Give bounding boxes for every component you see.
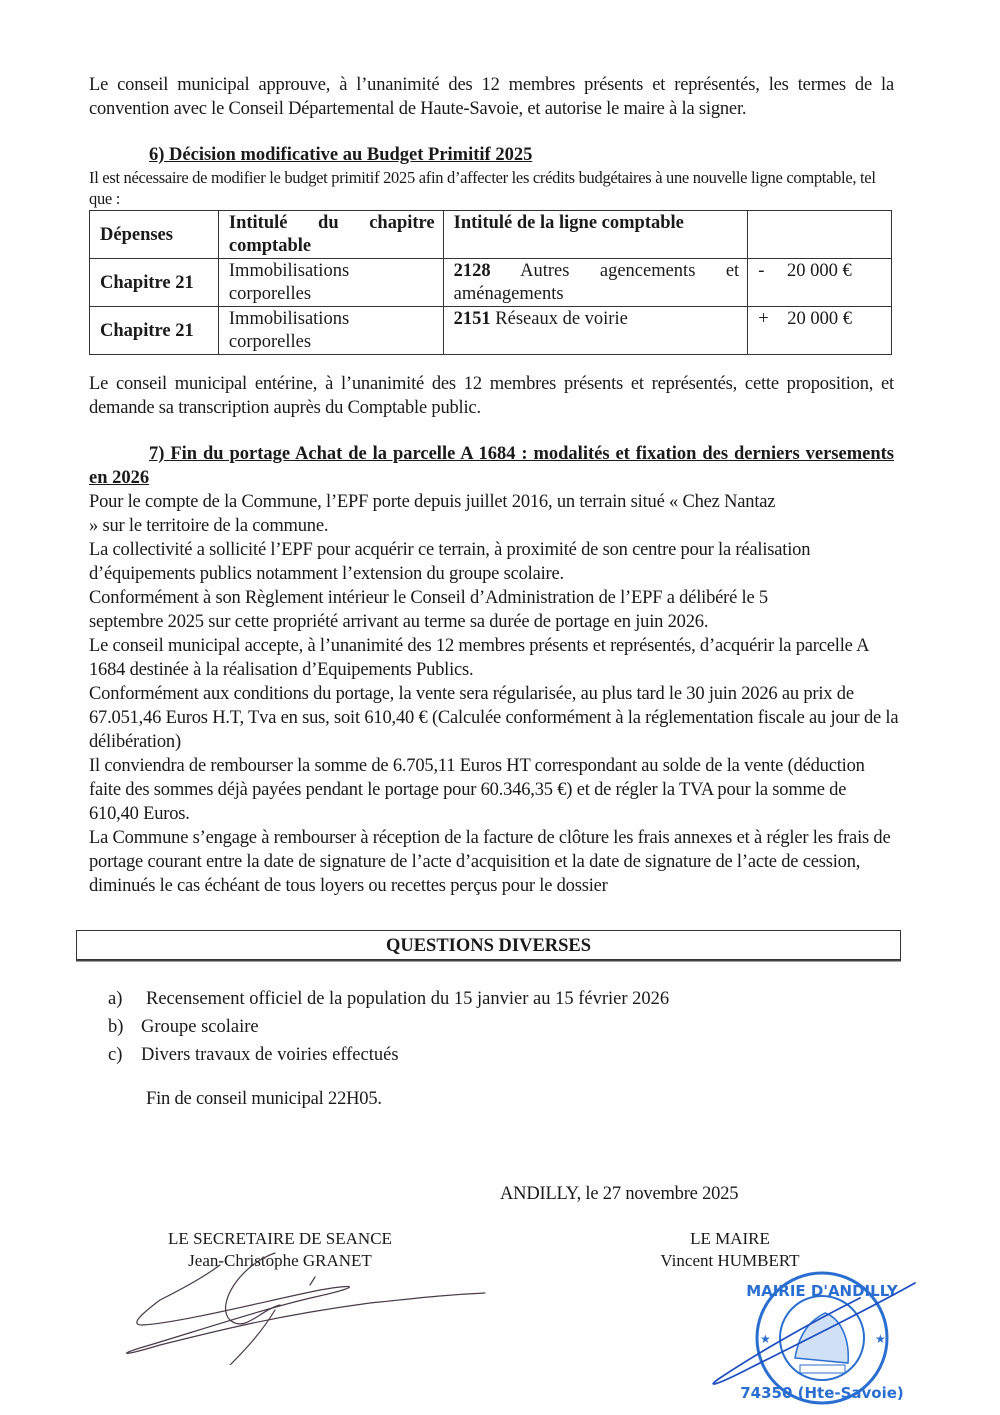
section-7-body [89, 490, 899, 898]
closing-line: Fin de conseil municipal 22H05. [146, 1089, 382, 1109]
questions-list [108, 985, 669, 1069]
header-chapitre: Intitulé du chapitre comptable [218, 211, 443, 259]
header-depenses: Dépenses [90, 211, 219, 259]
section-6-heading: 6) Décision modificative au Budget Primitif 2025 [149, 145, 533, 165]
list-item: b) Groupe scolaire [108, 1017, 259, 1037]
mairie-stamp-icon [690, 1268, 920, 1408]
row-amount-value: 20 000 € [787, 309, 852, 329]
table-row [90, 259, 892, 307]
row-chapitre: Immobilisations corporelles [218, 259, 443, 307]
secretary-title: LE SECRETAIRE DE SEANCE [168, 1229, 392, 1248]
row-ligne-label: Autres agencements et aménagements [453, 261, 740, 304]
row-depense: Chapitre 21 [90, 259, 219, 307]
row-ligne [443, 259, 748, 307]
svg-text:★: ★ [875, 1332, 886, 1346]
section-7-paragraph: La collectivité a sollicité l’EPF pour acquérir ce terrain, à proximité de son centre pour la réalisation d’équipements publics notamment l’extension du groupe scolaire. [89, 540, 811, 584]
row-amount [748, 259, 892, 307]
svg-text:74350 (Hte-Savoie): 74350 (Hte-Savoie) [740, 1384, 904, 1402]
row-sign: + [758, 309, 769, 329]
section-7-paragraph: Conformément aux conditions du portage, la vente sera régularisée, au plus tard le 30 juin 2026 au prix de 67.051,46 Euros H.T, Tva en sus, soit 610,40 € (Calculée conformément à la réglementation fiscale au jour de la délibération) [89, 684, 899, 752]
list-item: c) Divers travaux de voiries effectués [108, 1045, 399, 1065]
mayor-block [610, 1228, 850, 1272]
table-row [90, 307, 892, 355]
section-7-paragraph: Il conviendra de rembourser la somme de 6.705,11 Euros HT correspondant au solde de la vente (déduction faite des sommes déjà payées pendant le portage pour 60.346,35 €) et de régler la TVA pour la somme de 610,40 Euros. [89, 756, 865, 824]
place-date: ANDILLY, le 27 novembre 2025 [500, 1184, 739, 1204]
list-item: a) Recensement officiel de la population du 15 janvier au 15 février 2026 [108, 989, 670, 1009]
section-7-paragraph: La Commune s’engage à rembourser à réception de la facture de clôture les frais annexes et à régler les frais de portage courant entre la date de signature de l’acte d’acquisition et la date de signature de l’acte de cession, diminués le cas échéant de tous loyers ou recettes perçus pour le dossier [89, 828, 891, 896]
row-chapitre: Immobilisations corporelles [218, 307, 443, 355]
table-header-row [90, 211, 892, 259]
questions-diverses-title: QUESTIONS DIVERSES [76, 930, 901, 960]
secretary-signature-icon [120, 1245, 510, 1365]
row-ligne-label: Réseaux de voirie [495, 309, 628, 329]
header-amount [748, 211, 892, 259]
svg-text:MAIRIE D'ANDILLY: MAIRIE D'ANDILLY [746, 1282, 898, 1300]
row-amount [748, 307, 892, 355]
section-7-paragraph: Conformément à son Règlement intérieur le Conseil d’Administration de l’EPF a délibéré le 5 septembre 2025 sur cette propriété arrivant au terme sa durée de portage en juin 2026. [89, 588, 768, 632]
section-7-paragraph: Le conseil municipal accepte, à l’unanimité des 12 membres présents et représentés, d’acquérir la parcelle A 1684 destinée à la réalisation d’Equipements Publics. [89, 636, 869, 680]
row-ligne [443, 307, 748, 355]
budget-table [89, 210, 892, 355]
intro-paragraph: Le conseil municipal approuve, à l’unanimité des 12 membres présents et représentés, les termes de la convention avec le Conseil Départemental de Haute-Savoie, et autorise le maire à la signer. [89, 75, 894, 119]
row-sign: - [758, 261, 765, 281]
section-7-heading: 7) Fin du portage Achat de la parcelle A 1684 : modalités et fixation des derniers versements en 2026 [89, 444, 894, 488]
section-6-conclusion: Le conseil municipal entérine, à l’unanimité des 12 membres présents et représentés, cette proposition, et demande sa transcription auprès du Comptable public. [89, 374, 894, 418]
row-amount-value: 20 000 € [786, 261, 852, 281]
mayor-title: LE MAIRE [690, 1229, 770, 1248]
svg-text:★: ★ [760, 1332, 771, 1346]
secretary-name: Jean-Christophe GRANET [188, 1251, 372, 1270]
mayor-name: Vincent HUMBERT [660, 1251, 800, 1270]
section-6-intro: Il est nécessaire de modifier le budget primitif 2025 afin d’affecter les crédits budgétaires à une nouvelle ligne comptable, tel que : [89, 168, 876, 208]
row-depense: Chapitre 21 [90, 307, 219, 355]
row-ligne-code: 2128 [453, 261, 491, 281]
section-7-paragraph: Pour le compte de la Commune, l’EPF porte depuis juillet 2016, un terrain situé « Chez Nantaz » sur le territoire de la commune. [89, 492, 776, 536]
row-ligne-code: 2151 [453, 309, 491, 329]
header-ligne: Intitulé de la ligne comptable [443, 211, 748, 259]
